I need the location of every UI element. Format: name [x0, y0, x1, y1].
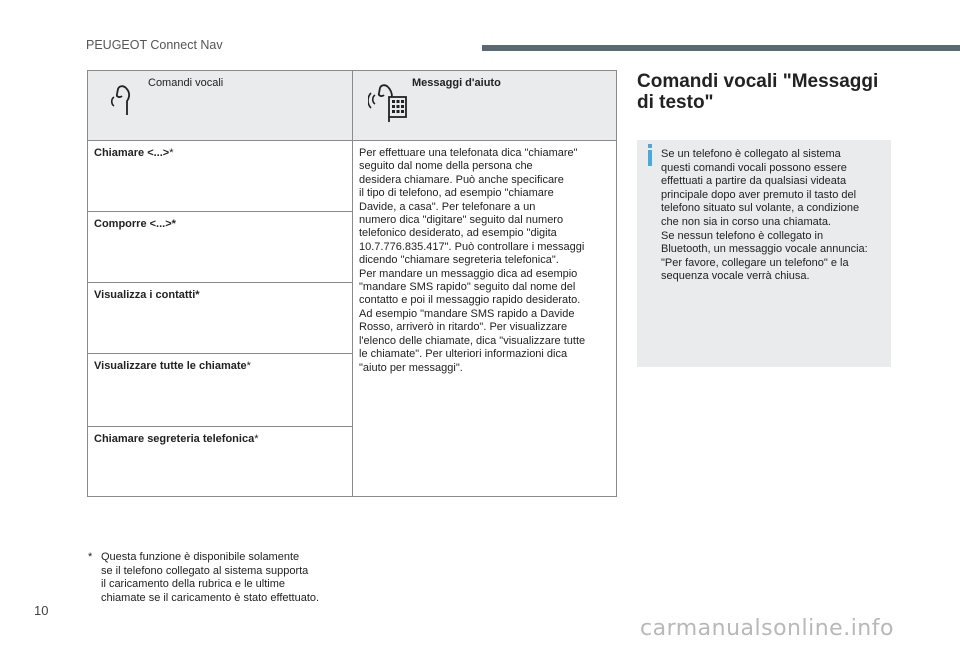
info-box — [637, 140, 891, 367]
info-line: Se un telefono è collegato al sistema — [661, 148, 841, 160]
help-line: "aiuto per messaggi". — [359, 361, 463, 374]
footnote-marker: * — [195, 289, 200, 301]
info-line: telefono situato sul volante, a condizione — [661, 202, 860, 215]
voice-command-icon — [108, 79, 138, 119]
command-label: Comporre <...> — [94, 218, 172, 230]
page-number: 10 — [34, 603, 49, 618]
help-line: telefonico desiderato, ad esempio "digita — [359, 227, 557, 240]
command-cell — [88, 283, 353, 354]
help-messages-icon — [368, 79, 410, 123]
help-line: contatto e poi il messaggio rapido desiderato. — [359, 294, 581, 307]
header-cell-help — [353, 71, 617, 141]
table-row — [88, 141, 617, 212]
help-line: l'elenco delle chiamate, dica "visualizzare tutte — [359, 334, 586, 347]
info-line: Se nessun telefono è collegato in — [661, 229, 824, 242]
help-line: "mandare SMS rapido" seguito dal nome del — [359, 281, 576, 294]
info-line: effettuati a partire da qualsiasi videata — [661, 175, 847, 188]
help-line: Per mandare un messaggio dica ad esempio — [359, 267, 578, 280]
help-line: desidera chiamare. Può anche specificare — [359, 173, 564, 186]
header-help-messages: Messaggi d'aiuto — [412, 77, 501, 89]
footnote-line: se il telefono collegato al sistema supporta — [101, 564, 309, 577]
watermark: carmanualsonline.info — [640, 616, 894, 641]
command-label: Visualizzare tutte le chiamate — [94, 360, 247, 372]
header-cell-commands — [88, 71, 353, 141]
section-title — [637, 71, 907, 113]
footnote-text — [101, 551, 358, 605]
help-line: Per effettuare una telefonata dica "chiamare" — [359, 147, 578, 159]
help-text-cell — [353, 141, 617, 497]
help-line: Rosso, arriverò in ritardo". Per visualizzare — [359, 321, 568, 334]
header-voice-commands: Comandi vocali — [148, 77, 224, 89]
command-cell — [88, 354, 353, 427]
info-line: principale dopo aver premuto il tasto del — [661, 188, 857, 201]
footnote-marker: * — [169, 147, 174, 159]
command-cell — [88, 212, 353, 283]
footnote-line: chiamate se il caricamento è stato effettuato. — [101, 591, 320, 604]
info-line: che non sia in corso una chiamata. — [661, 215, 831, 228]
help-line: dicendo "chiamare segreteria telefonica". — [359, 254, 559, 267]
document-header-title: PEUGEOT Connect Nav — [86, 38, 223, 52]
help-line: 10.7.776.835.417". Può controllare i messaggi — [359, 240, 585, 253]
info-line: sequenza vocale verrà chiusa. — [661, 270, 810, 283]
command-label: Chiamare segreteria telefonica — [94, 433, 255, 445]
info-icon — [648, 150, 652, 166]
help-line: il tipo di telefono, ad esempio "chiamare — [359, 187, 554, 200]
info-line: Bluetooth, un messaggio vocale annuncia: — [661, 243, 868, 256]
help-line: le chiamate". Per ulteriori informazioni dica — [359, 348, 568, 361]
command-cell — [88, 427, 353, 497]
table-header-row — [88, 71, 617, 141]
footnote — [88, 551, 358, 605]
footnote-marker: * — [254, 433, 259, 445]
section-title-line: Comandi vocali "Messaggi — [637, 71, 879, 92]
command-label: Visualizza i contatti — [94, 289, 196, 301]
command-cell — [88, 141, 353, 212]
footnote-marker: * — [246, 360, 251, 372]
info-line: "Per favore, collegare un telefono" e la — [661, 256, 849, 269]
help-line: Ad esempio "mandare SMS rapido a Davide — [359, 307, 575, 320]
help-line: seguito dal nome della persona che — [359, 160, 533, 173]
command-label: Chiamare <...> — [94, 147, 170, 159]
footnote-marker: * — [171, 218, 176, 230]
section-title-line: di testo" — [637, 92, 714, 113]
footnote-line: Questa funzione è disponibile solamente — [101, 551, 300, 563]
header-bar — [482, 45, 960, 51]
help-line: numero dica "digitare" seguito dal numero — [359, 214, 564, 227]
info-icon-dot — [648, 144, 652, 148]
footnote-line: il caricamento della rubrica e le ultime — [101, 578, 286, 591]
voice-commands-table — [87, 70, 617, 497]
info-line: questi comandi vocali possono essere — [661, 161, 847, 174]
info-text — [661, 148, 887, 284]
footnote-star: * — [88, 551, 93, 563]
help-line: Davide, a casa". Per telefonare a un — [359, 200, 536, 213]
